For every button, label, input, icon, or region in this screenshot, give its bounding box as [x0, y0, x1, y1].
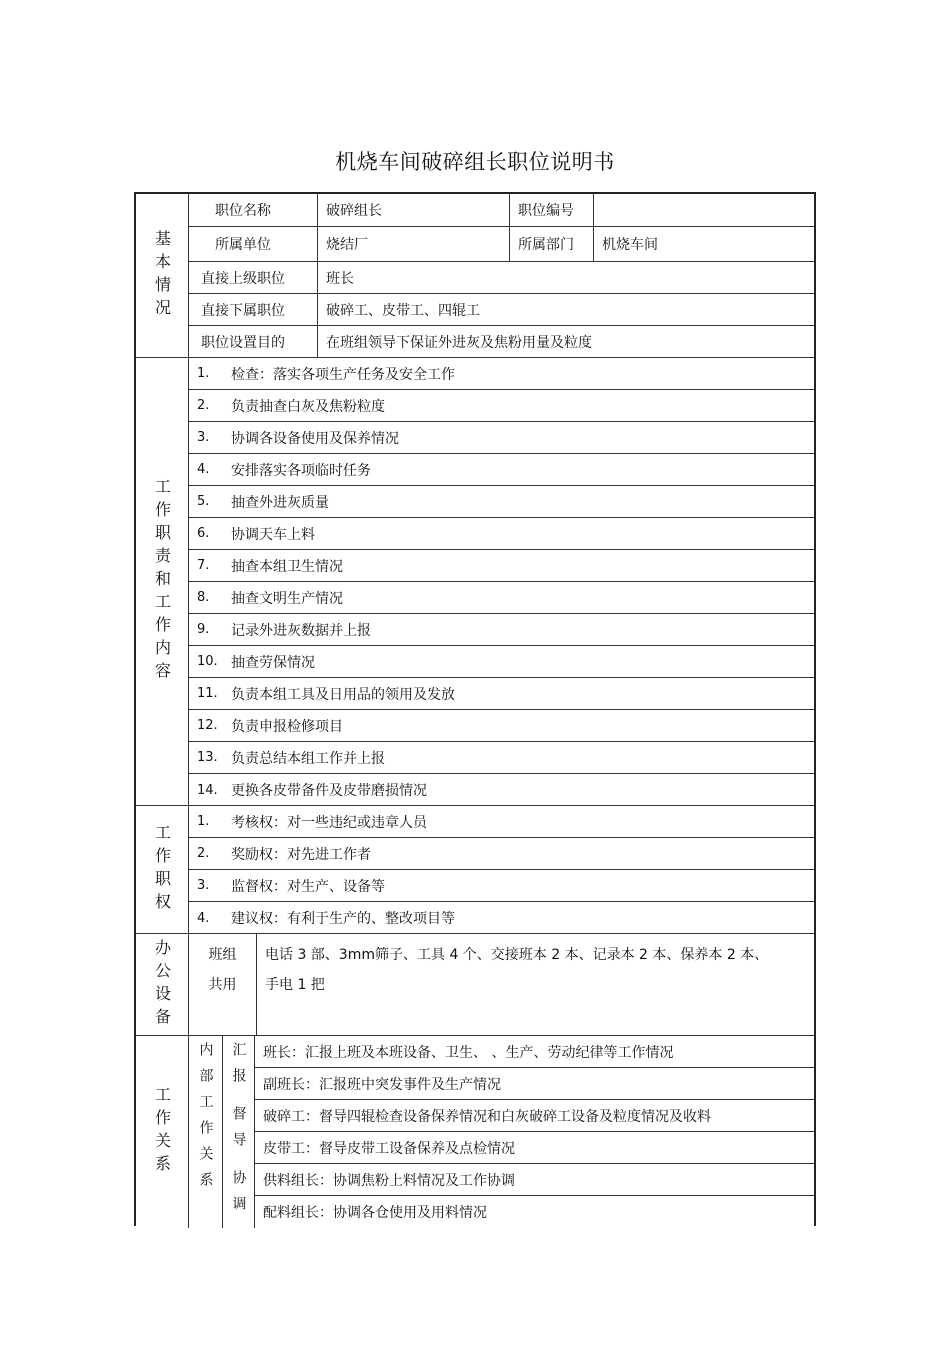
basic-info-section — [136, 194, 814, 358]
page-title: 机烧车间破碎组长职位说明书 — [335, 150, 615, 174]
authority-label: 工作职权 — [152, 823, 172, 916]
authority-item-text: 奖励权：对先进工作者 — [231, 846, 371, 863]
duties-item-text: 负责抽查白灰及焦粉粒度 — [231, 398, 385, 415]
duties-item — [189, 614, 814, 646]
duties-item-text: 抽查本组卫生情况 — [231, 558, 343, 575]
superior-label: 直接上级职位 — [201, 270, 285, 287]
duties-item-number: 2. — [197, 398, 210, 413]
authority-section — [136, 806, 814, 934]
equipment-line-2: 手电 1 把 — [265, 977, 325, 993]
row-subordinate — [189, 294, 814, 326]
subordinate-label: 直接下属职位 — [201, 302, 285, 319]
duties-item-number: 9. — [197, 622, 210, 637]
position-name-label: 职位名称 — [215, 203, 271, 219]
duties-item-text: 负责本组工具及日用品的领用及发放 — [231, 686, 455, 703]
duties-item — [189, 678, 814, 710]
equipment-section — [136, 934, 814, 1036]
authority-item-number: 4. — [197, 910, 210, 926]
duties-item-text: 协调天车上料 — [231, 526, 315, 543]
equipment-sub-label-1: 班组 — [208, 947, 237, 963]
unit-value: 烧结厂 — [326, 237, 368, 253]
relation-text: 副班长：汇报班中突发事件及生产情况 — [263, 1076, 501, 1093]
authority-item-number: 1. — [197, 814, 210, 829]
equipment-label: 办公设备 — [152, 938, 172, 1031]
relation-group-label: 汇报 — [230, 1042, 247, 1094]
authority-item-number: 3. — [197, 878, 210, 893]
position-name-value: 破碎组长 — [326, 203, 382, 219]
department-value: 机烧车间 — [602, 237, 658, 253]
duties-item-number: 10. — [197, 654, 218, 669]
duties-item — [189, 582, 814, 614]
duties-item-text: 负责总结本组工作并上报 — [231, 750, 385, 767]
superior-value: 班长 — [326, 270, 354, 287]
position-code-label: 职位编号 — [518, 203, 574, 219]
authority-item — [189, 838, 814, 870]
duties-item-number: 5. — [197, 494, 210, 509]
duties-item-number: 7. — [197, 558, 210, 573]
basic-info-label: 基本情况 — [152, 229, 172, 322]
row-position-name — [189, 194, 814, 227]
duties-item-text: 抽查文明生产情况 — [231, 590, 343, 607]
duties-item-number: 11. — [197, 686, 218, 701]
authority-item — [189, 806, 814, 838]
row-purpose — [189, 326, 814, 358]
unit-label: 所属单位 — [215, 237, 271, 253]
relation-text: 班长：汇报上班及本班设备、卫生、 、生产、劳动纪律等工作情况 — [263, 1044, 674, 1061]
job-description-table — [134, 192, 816, 1226]
duties-item — [189, 646, 814, 678]
duties-item-text: 更换各皮带备件及皮带磨损情况 — [231, 783, 427, 799]
duties-item-number: 4. — [197, 462, 210, 477]
duties-section — [136, 358, 814, 806]
authority-item — [189, 870, 814, 902]
row-superior — [189, 262, 814, 294]
duties-item — [189, 358, 814, 390]
relation-text: 配料组长：协调各仓使用及用料情况 — [263, 1205, 487, 1221]
relation-row — [255, 1164, 814, 1196]
duties-item-text: 负责申报检修项目 — [231, 718, 343, 735]
duties-item — [189, 422, 814, 454]
relation-group-label: 协调 — [230, 1170, 247, 1222]
relation-group-label: 督导 — [230, 1106, 247, 1158]
duties-item — [189, 774, 814, 806]
duties-item-text: 协调各设备使用及保养情况 — [231, 430, 399, 447]
duties-item-text: 记录外进灰数据并上报 — [231, 622, 371, 639]
duties-item — [189, 742, 814, 774]
duties-item — [189, 550, 814, 582]
equipment-line-1: 电话 3 部、3mm筛子、工具 4 个、交接班本 2 本、记录本 2 本、保养本 2 本、 — [265, 947, 769, 963]
duties-item-number: 12. — [197, 718, 218, 733]
duties-item — [189, 454, 814, 486]
department-label: 所属部门 — [518, 237, 574, 253]
relation-row — [255, 1196, 814, 1228]
duties-item-text: 检查：落实各项生产任务及安全工作 — [231, 366, 455, 383]
relation-text: 皮带工：督导皮带工设备保养及点检情况 — [263, 1140, 515, 1157]
purpose-label: 职位设置目的 — [201, 335, 285, 351]
relation-row — [255, 1068, 814, 1100]
duties-item — [189, 486, 814, 518]
duties-item-text: 安排落实各项临时任务 — [231, 462, 371, 479]
duties-label: 工作职责和工作内容 — [152, 478, 172, 685]
relation-row — [255, 1036, 814, 1068]
internal-relations-label: 内部工作关系 — [197, 1042, 214, 1198]
purpose-value: 在班组领导下保证外进灰及焦粉用量及粒度 — [326, 335, 592, 351]
duties-item — [189, 710, 814, 742]
duties-item-text: 抽查外进灰质量 — [231, 494, 329, 511]
row-unit — [189, 227, 814, 262]
relation-row — [255, 1100, 814, 1132]
relation-text: 破碎工：督导四辊检查设备保养情况和白灰破碎工设备及粒度情况及收料 — [263, 1108, 711, 1125]
subordinate-value: 破碎工、皮带工、四辊工 — [326, 302, 480, 319]
duties-item-number: 1. — [197, 366, 210, 381]
duties-item-number: 13. — [197, 750, 218, 765]
duties-item-number: 8. — [197, 590, 210, 605]
relations-label: 工作关系 — [152, 1086, 172, 1178]
duties-item-number: 3. — [197, 430, 210, 445]
duties-item — [189, 390, 814, 422]
duties-item-number: 14. — [197, 782, 218, 798]
duties-item-text: 抽查劳保情况 — [231, 654, 315, 671]
relation-text: 供料组长：协调焦粉上料情况及工作协调 — [263, 1172, 515, 1189]
relations-section — [136, 1036, 814, 1228]
equipment-sub-label-2: 共用 — [208, 977, 237, 993]
authority-item-text: 考核权：对一些违纪或违章人员 — [231, 814, 427, 831]
duties-item-number: 6. — [197, 526, 210, 541]
authority-item — [189, 902, 814, 934]
relation-row — [255, 1132, 814, 1164]
duties-item — [189, 518, 814, 550]
authority-item-text: 监督权：对生产、设备等 — [231, 878, 385, 895]
authority-item-text: 建议权：有利于生产的、整改项目等 — [231, 911, 455, 927]
authority-item-number: 2. — [197, 846, 210, 861]
